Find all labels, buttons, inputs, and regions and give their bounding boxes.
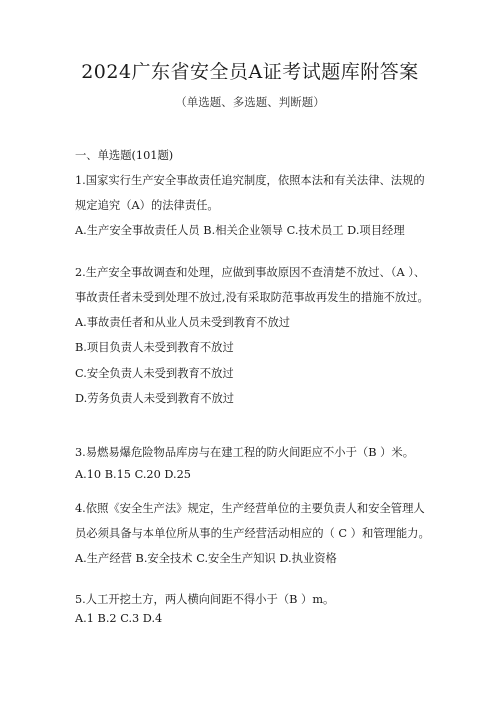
question-4-line-2: 员必须具备与本单位所从事的生产经营活动相应的（ C ）和管理能力。 xyxy=(75,527,430,540)
question-2-option-b: B.项目负责人未受到教育不放过 xyxy=(75,341,234,354)
question-2-line-2: 事故责任者未受到处理不放过,没有采取防范事故再发生的措施不放过。 xyxy=(75,291,429,304)
question-1-line-2: 规定追究（A）的法律责任。 xyxy=(75,199,219,212)
question-4-line-1: 4.依照《安全生产法》规定，生产经营单位的主要负责人和安全管理人 xyxy=(75,502,425,515)
question-2-line-1: 2.生产安全事故调查和处理，应做到事故原因不查清楚不放过、（A ）、 xyxy=(75,266,426,279)
question-1-line-1: 1.国家实行生产安全事故责任追究制度，依照本法和有关法律、法规的 xyxy=(75,174,425,187)
document-title: 2024广东省安全员A证考试题库附答案 xyxy=(81,61,419,83)
question-1-options: A.生产安全事故责任人员 B.相关企业领导 C.技术员工 D.项目经理 xyxy=(75,224,405,237)
question-5-line-1: 5.人工开挖土方，两人横向间距不得小于（B ）m。 xyxy=(75,593,335,606)
question-5-options: A.1 B.2 C.3 D.4 xyxy=(75,612,163,625)
question-2-option-c: C.安全负责人未受到教育不放过 xyxy=(75,367,234,380)
question-2-option-d: D.劳务负责人未受到教育不放过 xyxy=(75,392,235,405)
document-subtitle: （单选题、多选题、判断题） xyxy=(175,95,325,109)
question-4-options: A.生产经营 B.安全技术 C.安全生产知识 D.执业资格 xyxy=(75,552,337,565)
question-3-options: A.10 B.15 C.20 D.25 xyxy=(75,468,191,481)
section-heading: 一、单选题(101题) xyxy=(75,149,174,162)
question-3-line-1: 3.易燃易爆危险物品库房与在建工程的防火间距应不小于（B ）米。 xyxy=(75,446,414,459)
question-2-option-a: A.事故责任者和从业人员未受到教育不放过 xyxy=(75,316,291,329)
